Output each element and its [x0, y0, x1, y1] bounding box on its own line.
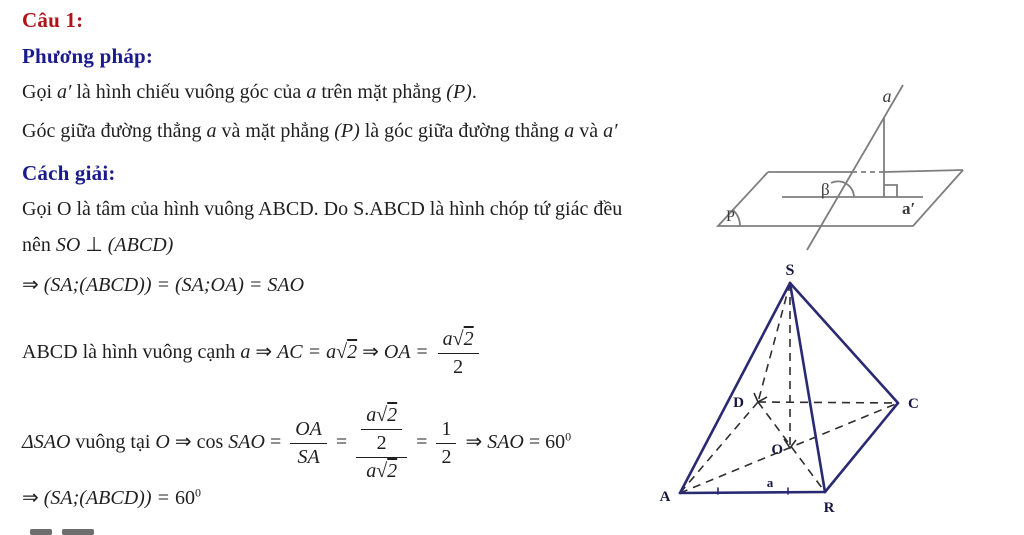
- question-heading: Câu 1:: [22, 8, 84, 32]
- method-line-2: Góc giữa đường thẳng a và mặt phẳng (P) là góc giữa đường thẳng a và a′: [22, 120, 618, 142]
- edge-ar: [680, 492, 825, 493]
- label-vertex-d: D: [733, 395, 744, 411]
- label-vertex-s: S: [785, 262, 795, 279]
- solution-line-2: nên SO ⊥ (ABCD): [22, 234, 174, 256]
- label-vertex-c: C: [908, 396, 919, 412]
- label-vertex-r: R: [823, 500, 835, 516]
- label-beta: β: [821, 180, 830, 199]
- edge-sd-dashed: [758, 283, 790, 402]
- label-plane-p: P: [726, 208, 735, 225]
- label-line-a: a: [882, 86, 892, 106]
- diagonal-ac-dashed: [680, 403, 898, 493]
- pyramid-diagram: [640, 255, 970, 535]
- edge-sa: [680, 283, 790, 493]
- label-base-edge-a: a: [766, 475, 774, 490]
- solution-line-4: ABCD là hình vuông cạnh a ⇒ AC = a√2 ⇒ OA = $\frac{a√2}{2}$: [22, 328, 483, 379]
- fraction: $\frac{a√2}{2}$: [438, 328, 479, 379]
- edge-rc: [825, 403, 898, 492]
- edge-ad-dashed: [680, 402, 758, 493]
- solution-line-5: ΔSAO vuông tại O ⇒ cos SAO = $\frac{OA}{SA}$ = $\frac{\frac{a√2}{2}}{a√2}$ = $\frac{1}{2}$ ⇒ SAO = $60^0$: [22, 404, 572, 482]
- plane-outline: [718, 170, 963, 226]
- fraction: $\frac{1}{2}$: [436, 418, 456, 469]
- cut-off-text-fragment: [62, 529, 94, 535]
- label-line-a-prime: a′: [902, 199, 916, 218]
- solution-line-1: Gọi O là tâm của hình vuông ABCD. Do S.ABCD là hình chóp tứ giác đều: [22, 198, 623, 220]
- right-angle-mark: [884, 185, 897, 197]
- fraction: $\frac{OA}{SA}$: [290, 418, 327, 469]
- edge-dc-dashed: [758, 402, 898, 403]
- solution-line-3: ⇒ (SA;(ABCD)) = (SA;OA) = SAO: [22, 274, 305, 296]
- nested-fraction: $\frac{\frac{a√2}{2}}{a√2}$: [356, 404, 407, 483]
- method-line-1: Gọi a′ là hình chiếu vuông góc của a trên mặt phẳng (P).: [22, 81, 477, 103]
- solution-line-6: ⇒ (SA;(ABCD)) = $60^0$: [22, 485, 201, 509]
- plane-top-edge-right: [884, 170, 963, 172]
- plane-projection-diagram: [690, 62, 1024, 262]
- method-heading: Phương pháp:: [22, 44, 154, 68]
- solution-heading: Cách giải:: [22, 161, 116, 185]
- label-vertex-a: A: [659, 489, 671, 505]
- label-center-o: O: [771, 442, 783, 458]
- cut-off-text-fragment: [30, 529, 52, 535]
